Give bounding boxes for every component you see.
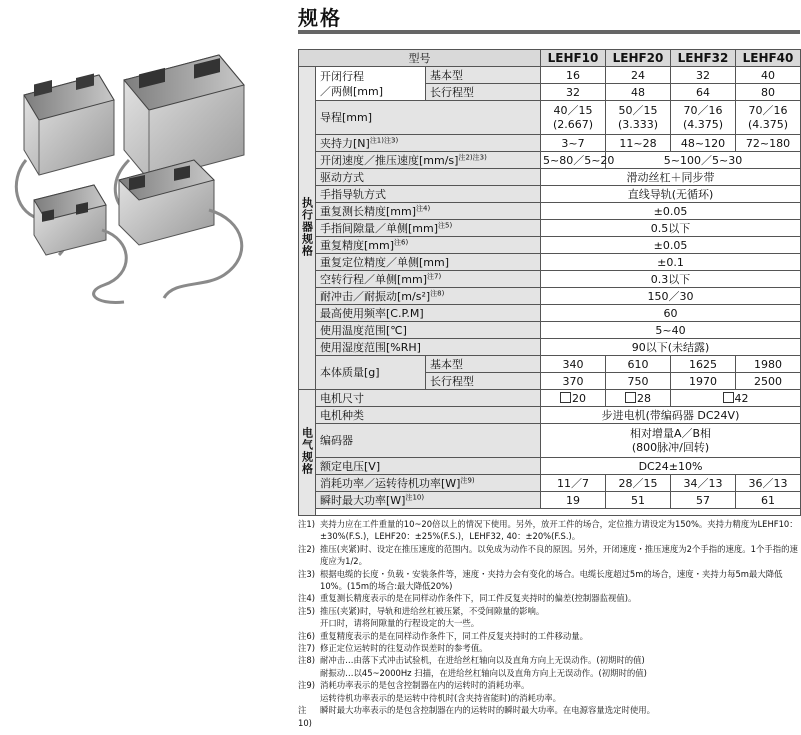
model-header: LEHF32 bbox=[671, 50, 736, 67]
motor-size-value: 28 bbox=[606, 390, 671, 407]
note-item: 注10) 瞬时最大功率表示的是包含控制器在内的运转时的瞬时最大功率。在电源容量选定时使用。 bbox=[298, 705, 655, 728]
stroke-basic-value: 40 bbox=[736, 67, 801, 84]
gripper-small-left bbox=[34, 185, 126, 302]
repeat-length-label: 重复测长精度[mm]$^{注4)}$ bbox=[316, 203, 541, 220]
power-value: 11／7 bbox=[541, 475, 606, 492]
model-label: 型号 bbox=[299, 50, 541, 67]
note-item: 注8) 耐冲击…由落下式冲击试验机，在进给丝杠轴向以及直角方向上无误动作。(初期时的值) bbox=[298, 655, 645, 666]
encoder-row bbox=[299, 424, 801, 458]
note-item: 注1) 夹持力应在工件重量的10~20倍以上的情况下使用。另外，放开工件的场合，定位推力请设定为150%。夹持力精度为LEHF10：±30%(F.S.)，LEHF20：±25%(F.S.)，LEHF32, 40：±20%(F.S.)。 bbox=[298, 519, 798, 542]
mass-basic-value: 340 bbox=[541, 356, 606, 373]
peak-power-value: 61 bbox=[736, 492, 801, 509]
model-header: LEHF20 bbox=[606, 50, 671, 67]
mass-long-value: 2500 bbox=[736, 373, 801, 390]
force-value: 48~120 bbox=[671, 135, 736, 152]
humidity-label: 使用湿度范围[%RH] bbox=[316, 339, 541, 356]
stroke-long-value: 64 bbox=[671, 84, 736, 101]
model-header: LEHF10 bbox=[541, 50, 606, 67]
humidity-value: 90以下(未结露) bbox=[541, 339, 801, 356]
stroke-label: 开闭行程 ／两侧[mm] bbox=[316, 67, 426, 101]
mass-label: 本体质量[g] bbox=[316, 356, 426, 390]
repeatability-row bbox=[299, 237, 801, 254]
square-icon bbox=[625, 392, 636, 403]
lead-row bbox=[299, 101, 801, 135]
guide-row bbox=[299, 186, 801, 203]
mass-long-value: 1970 bbox=[671, 373, 736, 390]
peak-power-row bbox=[299, 492, 801, 509]
drive-row bbox=[299, 169, 801, 186]
product-photo bbox=[4, 40, 274, 310]
backlash-row bbox=[299, 220, 801, 237]
header-row bbox=[299, 50, 801, 67]
motor-type-row bbox=[299, 407, 801, 424]
lead-value: 70／16 (4.375) bbox=[736, 101, 801, 135]
stroke-long-value: 32 bbox=[541, 84, 606, 101]
note-item: 注4) 重复测长精度表示的是在同样动作条件下，同工件反复夹持时的偏差(控制器监视值)。 bbox=[298, 593, 637, 604]
gripper-medium-right bbox=[119, 160, 242, 298]
voltage-label: 额定电压[V] bbox=[316, 458, 541, 475]
drive-label: 驱动方式 bbox=[316, 169, 541, 186]
peak-power-label: 瞬时最大功率$[W]^{注10)}$ bbox=[316, 492, 541, 509]
temp-label: 使用温度范围[℃] bbox=[316, 322, 541, 339]
note-item: 运转待机功率表示的是运转中待机时(含夹持省能时)的消耗功率。 bbox=[320, 692, 562, 703]
force-row bbox=[299, 135, 801, 152]
stroke-basic-label: 基本型 bbox=[426, 67, 541, 84]
mass-long-label: 长行程型 bbox=[426, 373, 541, 390]
frequency-value: 60 bbox=[541, 305, 801, 322]
guide-value: 直线导轨(无循环) bbox=[541, 186, 801, 203]
power-value: 36／13 bbox=[736, 475, 801, 492]
impact-row bbox=[299, 288, 801, 305]
model-header: LEHF40 bbox=[736, 50, 801, 67]
speed-value-rest: 5~100／5~30 bbox=[606, 152, 801, 169]
lead-value: 50／15 (3.333) bbox=[606, 101, 671, 135]
note-item: 注9) 消耗功率表示的是包含控制器在内的运转时的消耗功率。 bbox=[298, 680, 530, 691]
mass-basic-row bbox=[299, 356, 801, 373]
positioning-label: 重复定位精度／单侧[mm] bbox=[316, 254, 541, 271]
spec-table bbox=[298, 49, 801, 516]
backlash-value: 0.5以下 bbox=[541, 220, 801, 237]
encoder-label: 编码器 bbox=[316, 424, 541, 458]
encoder-value: 相对增量A／B相 (800脉冲/回转) bbox=[541, 424, 801, 458]
peak-power-value: 51 bbox=[606, 492, 671, 509]
note-item: 注7) 修正定位运转时的往复动作误差时的参考值。 bbox=[298, 643, 488, 654]
lost-motion-row bbox=[299, 271, 801, 288]
drive-value: 滑动丝杠＋同步带 bbox=[541, 169, 801, 186]
lead-label: 导程[mm] bbox=[316, 101, 541, 135]
motor-size-label: 电机尺寸 bbox=[316, 390, 541, 407]
speed-label: 开闭速度／推压速度$[mm/s]^{注2)注3)}$ bbox=[316, 152, 541, 169]
stroke-basic-value: 32 bbox=[671, 67, 736, 84]
positioning-row bbox=[299, 254, 801, 271]
power-label: 消耗功率／运转待机功率$[W]^{注9)}$ bbox=[316, 475, 541, 492]
note-item: 开口时，请将间隙量的行程设定的大一些。 bbox=[320, 618, 480, 629]
stroke-long-value: 48 bbox=[606, 84, 671, 101]
mass-long-value: 370 bbox=[541, 373, 606, 390]
spacer-row bbox=[299, 509, 801, 516]
power-value: 28／15 bbox=[606, 475, 671, 492]
voltage-row bbox=[299, 458, 801, 475]
square-icon bbox=[723, 392, 734, 403]
motor-size-value: 20 bbox=[541, 390, 606, 407]
humidity-row bbox=[299, 339, 801, 356]
title-underline bbox=[298, 30, 800, 34]
stroke-basic-value: 16 bbox=[541, 67, 606, 84]
group-electrical: 电气规格 bbox=[299, 390, 316, 516]
backlash-label: 手指间隙量／单侧[mm]$^{注5)}$ bbox=[316, 220, 541, 237]
force-value: 11~28 bbox=[606, 135, 671, 152]
lost-motion-label: 空转行程／单侧[mm]$^{注7)}$ bbox=[316, 271, 541, 288]
motor-type-label: 电机种类 bbox=[316, 407, 541, 424]
motor-size-value: 42 bbox=[671, 390, 801, 407]
impact-label: 耐冲击／耐振动$[m/s^2]^{注8)}$ bbox=[316, 288, 541, 305]
force-value: 3~7 bbox=[541, 135, 606, 152]
lost-motion-value: 0.3以下 bbox=[541, 271, 801, 288]
note-item: 注2) 推压(夹紧)时、设定在推压速度的范围内。以免成为动作不良的原因。另外，开闭速度・推压速度为2个手指的速度。1个手指的速度应为1/2。 bbox=[298, 543, 798, 567]
note-item: 注3) 根据电缆的长度・负载・安装条件等，速度・夹持力会有变化的场合。电缆长度超过5m的场合，速度・夹持力每5m最大降低10%。(15m的场合:最大降低20%) bbox=[298, 568, 783, 592]
repeat-length-row bbox=[299, 203, 801, 220]
stroke-basic-value: 24 bbox=[606, 67, 671, 84]
temp-value: 5~40 bbox=[541, 322, 801, 339]
repeatability-label: 重复精度[mm]$^{注6)}$ bbox=[316, 237, 541, 254]
stroke-long-label: 长行程型 bbox=[426, 84, 541, 101]
mass-basic-value: 1980 bbox=[736, 356, 801, 373]
peak-power-value: 19 bbox=[541, 492, 606, 509]
power-value: 34／13 bbox=[671, 475, 736, 492]
mass-basic-label: 基本型 bbox=[426, 356, 541, 373]
stroke-long-value: 80 bbox=[736, 84, 801, 101]
lead-value: 70／16 (4.375) bbox=[671, 101, 736, 135]
motor-size-row bbox=[299, 390, 801, 407]
group-actuator: 执行器规格 bbox=[299, 67, 316, 390]
note-item: 耐振动…以45~2000Hz 扫描，在进给丝杠轴向以及直角方向上无误动作。(初期时的值) bbox=[320, 667, 647, 678]
page-title: 规格 bbox=[298, 6, 342, 30]
frequency-row bbox=[299, 305, 801, 322]
mass-basic-value: 610 bbox=[606, 356, 671, 373]
impact-value: 150／30 bbox=[541, 288, 801, 305]
positioning-value: ±0.1 bbox=[541, 254, 801, 271]
stroke-basic-row bbox=[299, 67, 801, 84]
force-label: 夹持力$[N]^{注1)注3)}$ bbox=[316, 135, 541, 152]
repeat-length-value: ±0.05 bbox=[541, 203, 801, 220]
peak-power-value: 57 bbox=[671, 492, 736, 509]
mass-long-value: 750 bbox=[606, 373, 671, 390]
guide-label: 手指导轨方式 bbox=[316, 186, 541, 203]
motor-type-value: 步进电机(带编码器 DC24V) bbox=[541, 407, 801, 424]
temp-row bbox=[299, 322, 801, 339]
mass-basic-value: 1625 bbox=[671, 356, 736, 373]
note-item: 注6) 重复精度表示的是在同样动作条件下，同工件反复夹持时的工件移动量。 bbox=[298, 630, 588, 641]
force-value: 72~180 bbox=[736, 135, 801, 152]
speed-value-f10: 5~80／5~20 bbox=[541, 152, 606, 169]
power-row bbox=[299, 475, 801, 492]
square-icon bbox=[560, 392, 571, 403]
note-item: 注5) 推压(夹紧)时，导轨和进给丝杠被压紧，不受间隙量的影响。 bbox=[298, 605, 545, 616]
lead-value: 40／15 (2.667) bbox=[541, 101, 606, 135]
table-end bbox=[316, 509, 801, 516]
speed-row bbox=[299, 152, 801, 169]
repeatability-value: ±0.05 bbox=[541, 237, 801, 254]
frequency-label: 最高使用频率[C.P.M] bbox=[316, 305, 541, 322]
notes-block bbox=[298, 518, 798, 729]
voltage-value: DC24±10% bbox=[541, 458, 801, 475]
